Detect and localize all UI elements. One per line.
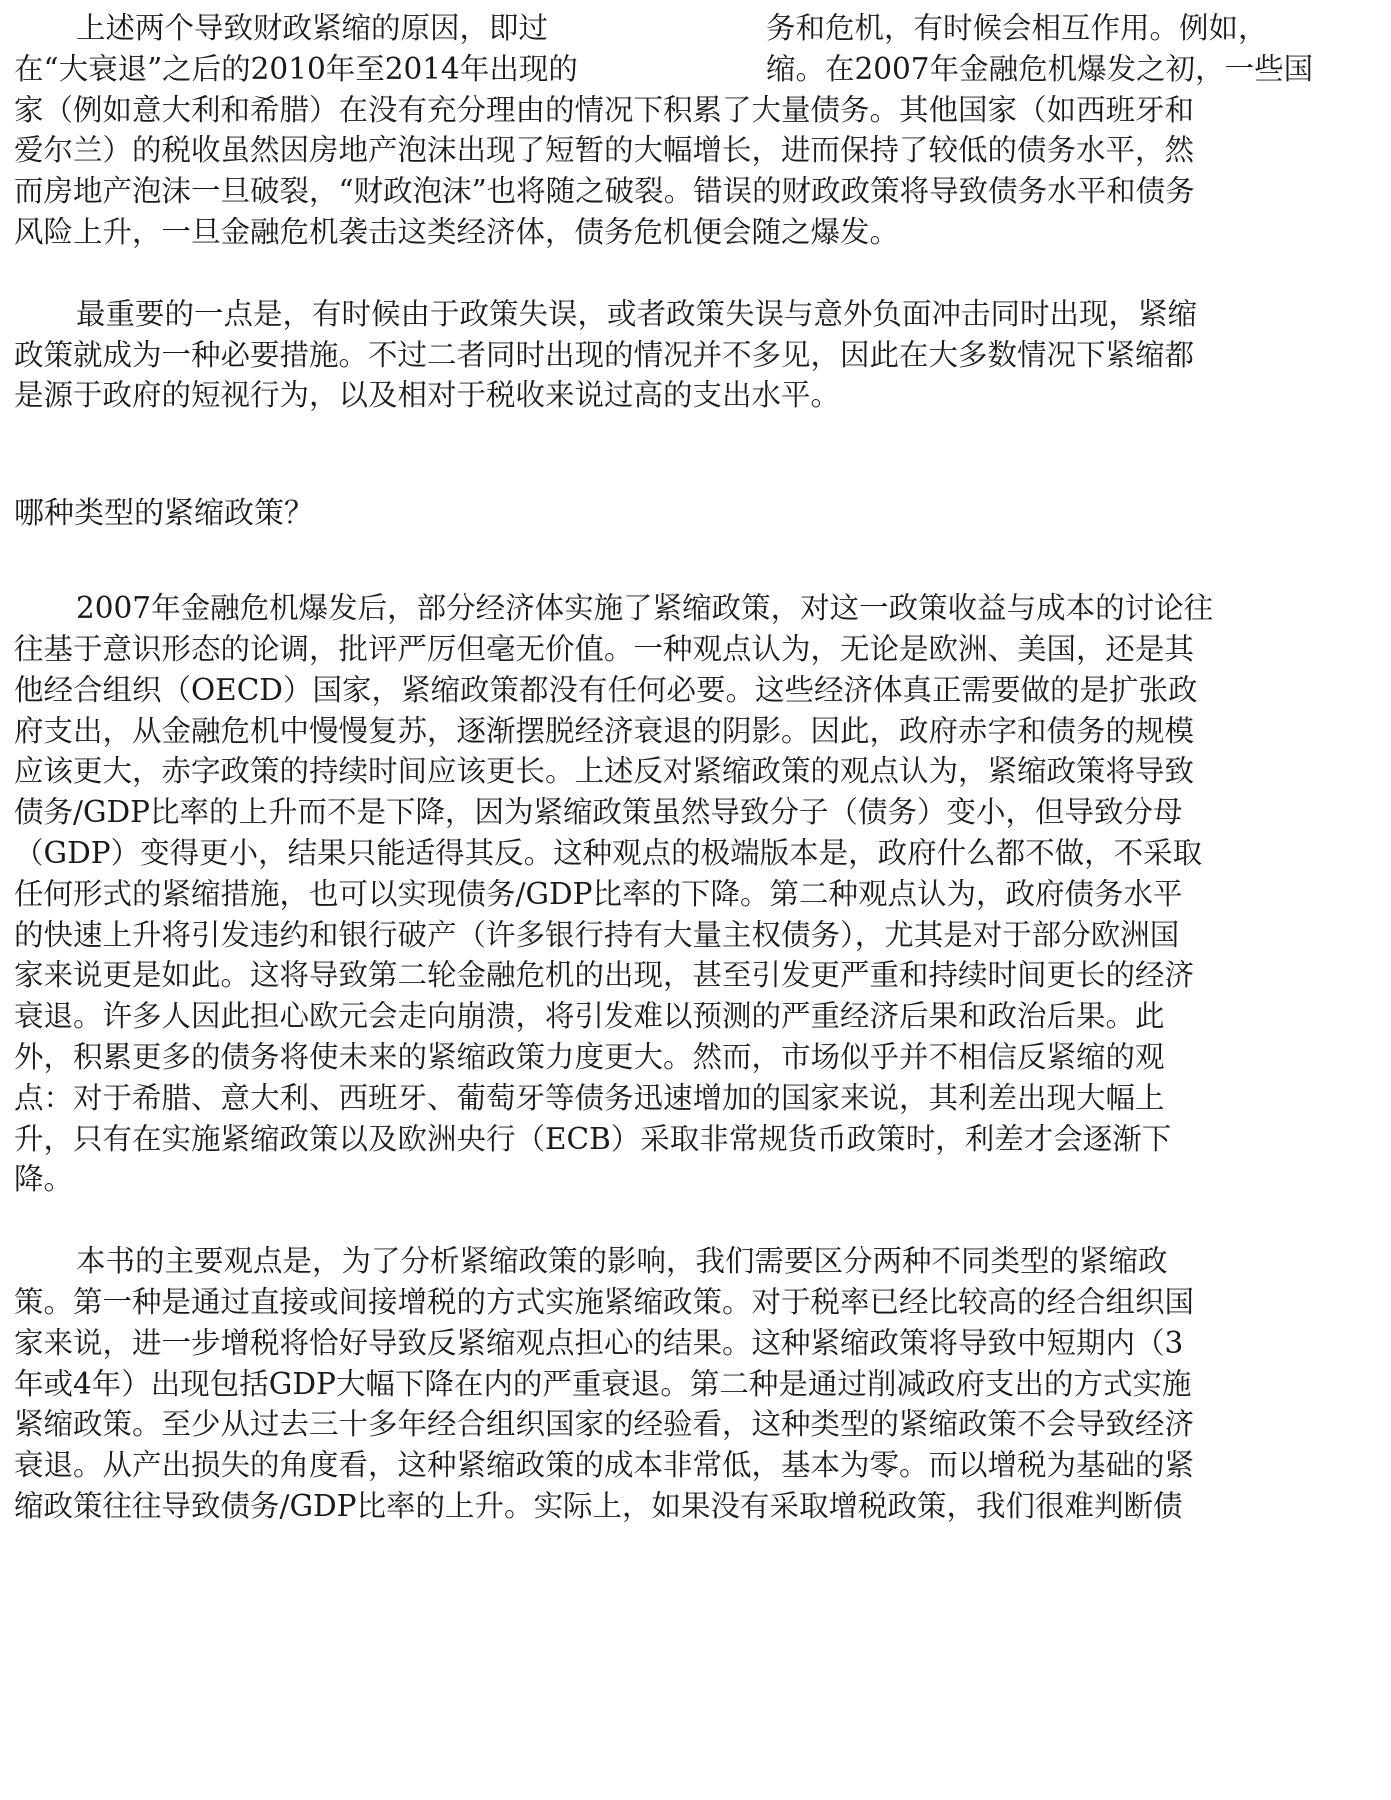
paragraph-line: 升，只有在实施紧缩政策以及欧洲央行（ECB）采取非常规货币政策时，利差才会逐渐下 [14, 1121, 1172, 1156]
paragraph-line: 年或4年）出现包括GDP大幅下降在内的严重衰退。第二种是通过削减政府支出的方式实施 [14, 1366, 1192, 1401]
paragraph-line: 家来说，进一步增税将恰好导致反紧缩观点担心的结果。这种紧缩政策将导致中短期内（3 [14, 1325, 1184, 1360]
paragraph-line: 上述两个导致财政紧缩的原因，即过 务和危机，有时候会相互作用。例如， [76, 11, 1268, 45]
paragraph-line: 应该更大，赤字政策的持续时间应该更长。上述反对紧缩政策的观点认为，紧缩政策将导致 [14, 754, 1195, 789]
paragraph-line: 缩政策往往导致债务/GDP比率的上升。实际上，如果没有采取增税政策，我们很难判断债 [14, 1488, 1183, 1523]
paragraph-line: 债务/GDP比率的上升而不是下降，因为紧缩政策虽然导致分子（债务）变小，但导致分母 [14, 795, 1183, 830]
paragraph-line: 最重要的一点是，有时候由于政策失误，或者政策失误与意外负面冲击同时出现，紧缩 [76, 296, 1198, 331]
paragraph-line: 衰退。从产出损失的角度看，这种紧缩政策的成本非常低，基本为零。而以增税为基础的紧 [14, 1448, 1195, 1483]
paragraph-line: 点：对于希腊、意大利、西班牙、葡萄牙等债务迅速增加的国家来说，其利差出现大幅上 [14, 1080, 1165, 1115]
paragraph-line: 家（例如意大利和希腊）在没有充分理由的情况下积累了大量债务。其他国家（如西班牙和 [14, 92, 1195, 127]
paragraph-line: 2007年金融危机爆发后，部分经济体实施了紧缩政策，对这一政策收益与成本的讨论往 [76, 591, 1214, 626]
paragraph-line: 衰退。许多人因此担心欧元会走向崩溃，将引发难以预测的严重经济后果和政治后果。此 [14, 999, 1165, 1034]
section-heading: 哪种类型的紧缩政策？ [14, 496, 314, 532]
paragraph-line: 降。 [14, 1162, 74, 1197]
paragraph-line: 府支出，从金融危机中慢慢复苏，逐渐摆脱经济衰退的阴影。因此，政府赤字和债务的规模 [14, 713, 1195, 748]
paragraph-line: 政策就成为一种必要措施。不过二者同时出现的情况并不多见，因此在大多数情况下紧缩都 [14, 337, 1195, 372]
paragraph-3 [14, 588, 1376, 1200]
paragraph-line: 本书的主要观点是，为了分析紧缩政策的影响，我们需要区分两种不同类型的紧缩政 [76, 1244, 1168, 1279]
paragraph-line: 家来说更是如此。这将导致第二轮金融危机的出现，甚至引发更严重和持续时间更长的经济 [14, 958, 1195, 993]
paragraph-line: 策。第一种是通过直接或间接增税的方式实施紧缩政策。对于税率已经比较高的经合组织国 [14, 1284, 1195, 1319]
paragraph-line: （GDP）变得更小，结果只能适得其反。这种观点的极端版本是，政府什么都不做，不采取 [14, 835, 1203, 870]
paragraph-line: 外，积累更多的债务将使未来的紧缩政策力度更大。然而，市场似乎并不相信反紧缩的观 [14, 1039, 1165, 1074]
paragraph-line: 的快速上升将引发违约和银行破产（许多银行持有大量主权债务），尤其是对于部分欧洲国 [14, 917, 1180, 952]
paragraph-line: 爱尔兰）的税收虽然因房地产泡沫出现了短暂的大幅增长，进而保持了较低的债务水平，然 [14, 133, 1195, 168]
document-page [14, 8, 1376, 1527]
paragraph-line: 风险上升，一旦金融危机袭击这类经济体，债务危机便会随之爆发。 [14, 214, 900, 249]
paragraph-line: 是源于政府的短视行为，以及相对于税收来说过高的支出水平。 [14, 378, 841, 413]
paragraph-1 [14, 8, 1376, 253]
paragraph-line: 他经合组织（OECD）国家，紧缩政策都没有任何必要。这些经济体真正需要做的是扩张政 [14, 672, 1198, 707]
paragraph-4 [14, 1241, 1376, 1527]
paragraph-line: 在“大衰退”之后的2010年至2014年出现的 缩。在2007年金融危机爆发之初，一些国 [14, 51, 1314, 86]
paragraph-line: 紧缩政策。至少从过去三十多年经合组织国家的经验看，这种类型的紧缩政策不会导致经济 [14, 1407, 1195, 1442]
paragraph-line: 而房地产泡沫一旦破裂，“财政泡沫”也将随之破裂。错误的财政政策将导致债务水平和债务 [14, 174, 1195, 209]
paragraph-2 [14, 294, 1376, 416]
paragraph-line: 任何形式的紧缩措施，也可以实现债务/GDP比率的下降。第二种观点认为，政府债务水平 [14, 876, 1183, 911]
paragraph-line: 往基于意识形态的论调，批评严厉但毫无价值。一种观点认为，无论是欧洲、美国，还是其 [14, 631, 1195, 666]
